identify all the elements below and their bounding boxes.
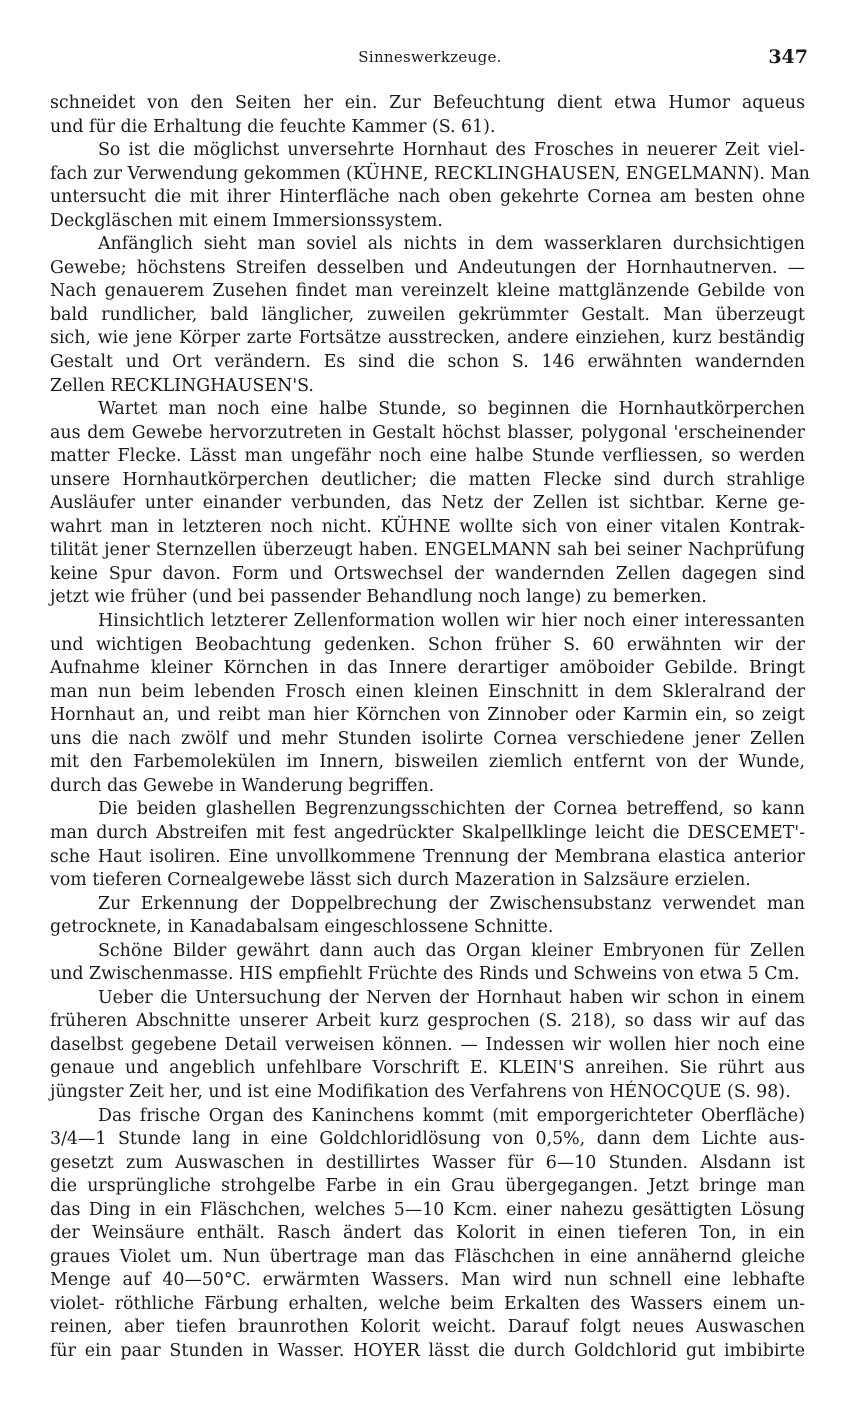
text-line: daselbst gegebene Detail verweisen können. — Indessen wir wollen hier noch eine bbox=[50, 1034, 805, 1055]
text-line: getrocknete, in Kanadabalsam eingeschlossene Schnitte. bbox=[50, 917, 554, 938]
text-line: Nach genauerem Zusehen findet man vereinzelt kleine mattglänzende Gebilde von bbox=[50, 281, 805, 302]
text-line: Die beiden glashellen Begrenzungsschichten der Cornea betreffend, so kann bbox=[98, 799, 805, 820]
text-line: mit den Farbemolekülen im Innern, bisweilen ziemlich entfernt von der Wunde, bbox=[50, 752, 805, 773]
text-line: 3/4—1 Stunde lang in eine Goldchloridlösung von 0,5%, dann dem Lichte aus- bbox=[50, 1129, 805, 1150]
text-line: durch das Gewebe in Wanderung begriffen. bbox=[50, 775, 435, 796]
text-line: reinen, aber tiefen braunrothen Kolorit weicht. Darauf folgt neues Auswaschen bbox=[50, 1317, 805, 1338]
text-line: violet- röthliche Färbung erhalten, welche beim Erkalten des Wassers einem un- bbox=[50, 1293, 805, 1314]
text-line: gesetzt zum Auswaschen in destillirtes Wasser für 6—10 Stunden. Alsdann ist bbox=[50, 1152, 805, 1173]
text-line: und für die Erhaltung die feuchte Kammer (S. 61). bbox=[50, 116, 496, 137]
text-line: tilität jener Sternzellen überzeugt haben. ENGELMANN sah bei seiner Nachprüfung bbox=[50, 540, 805, 561]
text-line: Ausläufer unter einander verbunden, das Netz der Zellen ist sichtbar. Kerne ge- bbox=[50, 493, 805, 514]
text-line: Das frische Organ des Kaninchens kommt (mit emporgerichteter Oberfläche) bbox=[98, 1105, 805, 1126]
text-line: jüngster Zeit her, und ist eine Modifikation des Verfahrens von HÉNOCQUE (S. 98). bbox=[50, 1081, 791, 1102]
text-line: Schöne Bilder gewährt dann auch das Organ kleiner Embryonen für Zellen bbox=[98, 940, 805, 961]
text-line: jetzt wie früher (und bei passender Behandlung noch lange) zu bemerken. bbox=[50, 587, 707, 608]
running-header bbox=[0, 48, 860, 72]
text-line: sche Haut isoliren. Eine unvollkommene Trennung der Membrana elastica anterior bbox=[50, 846, 805, 867]
text-line: Zellen RECKLINGHAUSEN'S. bbox=[50, 375, 314, 396]
text-line: die ursprüngliche strohgelbe Farbe in ein Grau übergegangen. Jetzt bringe man bbox=[50, 1176, 805, 1197]
text-line: Zur Erkennung der Doppelbrechung der Zwischensubstanz verwendet man bbox=[98, 893, 805, 914]
text-line: früheren Abschnitte unserer Arbeit kurz gesprochen (S. 218), so dass wir auf das bbox=[50, 1011, 805, 1032]
text-line: schneidet von den Seiten her ein. Zur Befeuchtung dient etwa Humor aqueus bbox=[50, 93, 805, 113]
running-title: Sinneswerkzeuge. bbox=[358, 48, 502, 66]
text-line: Anfänglich sieht man soviel als nichts in dem wasserklaren durchsichtigen bbox=[98, 234, 805, 255]
text-line: genaue und angeblich unfehlbare Vorschrift E. KLEIN'S anreihen. Sie rührt aus bbox=[50, 1058, 805, 1079]
body-text bbox=[50, 92, 810, 1364]
text-line: matter Flecke. Lässt man ungefähr noch eine halbe Stunde verfliessen, so werden bbox=[50, 446, 805, 467]
text-line: aus dem Gewebe hervorzutreten in Gestalt höchst blasser, polygonal 'erscheinender bbox=[50, 422, 805, 443]
text-line: bald rundlicher, bald länglicher, zuweilen gekrümmter Gestalt. Man überzeugt bbox=[50, 304, 805, 325]
text-line: Gewebe; höchstens Streifen desselben und Andeutungen der Hornhautnerven. — bbox=[50, 257, 805, 278]
text-line: Menge auf 40—50°C. erwärmten Wassers. Man wird nun schnell eine lebhafte bbox=[50, 1270, 805, 1291]
text-line: wahrt man in letzteren noch nicht. KÜHNE wollte sich von einer vitalen Kontrak- bbox=[50, 516, 805, 537]
text-line: und wichtigen Beobachtung gedenken. Schon früher S. 60 erwähnten wir der bbox=[50, 634, 805, 655]
text-line: der Weinsäure enthält. Rasch ändert das Kolorit in einen tieferen Ton, in ein bbox=[50, 1223, 805, 1244]
text-line: Hornhaut an, und reibt man hier Körnchen von Zinnober oder Karmin ein, so zeigt bbox=[50, 705, 805, 726]
text-line: für ein paar Stunden in Wasser. HOYER lässt die durch Goldchlorid gut imbibirte bbox=[50, 1340, 805, 1361]
text-line: Hinsichtlich letzterer Zellenformation wollen wir hier noch einer interessanten bbox=[98, 611, 805, 632]
text-line: sich, wie jene Körper zarte Fortsätze ausstrecken, andere einziehen, kurz beständig bbox=[50, 328, 805, 349]
page-number: 347 bbox=[768, 46, 808, 68]
text-line: graues Violet um. Nun übertrage man das Fläschchen in eine annähernd gleiche bbox=[50, 1246, 805, 1267]
text-line: Ueber die Untersuchung der Nerven der Hornhaut haben wir schon in einem bbox=[98, 987, 805, 1008]
text-line: So ist die möglichst unversehrte Hornhaut des Frosches in neuerer Zeit viel- bbox=[98, 140, 805, 161]
text-line: Gestalt und Ort verändern. Es sind die schon S. 146 erwähnten wandernden bbox=[50, 352, 805, 373]
text-line: Wartet man noch eine halbe Stunde, so beginnen die Hornhautkörperchen bbox=[98, 399, 805, 420]
text-line: keine Spur davon. Form und Ortswechsel der wandernden Zellen dagegen sind bbox=[50, 563, 805, 584]
text-line: unsere Hornhautkörperchen deutlicher; die matten Flecke sind durch strahlige bbox=[50, 469, 805, 490]
text-line: uns die nach zwölf und mehr Stunden isolirte Cornea verschiedene jener Zellen bbox=[50, 728, 805, 749]
text-line: man durch Abstreifen mit fest angedrückter Skalpellklinge leicht die DESCEMET'- bbox=[50, 822, 805, 843]
text-line: das Ding in ein Fläschchen, welches 5—10 Kcm. einer nahezu gesättigten Lösung bbox=[50, 1199, 805, 1220]
text-line: untersucht die mit ihrer Hinterfläche nach oben gekehrte Cornea am besten ohne bbox=[50, 187, 805, 208]
text-line: und Zwischenmasse. HIS empfiehlt Früchte des Rinds und Schweins von etwa 5 Cm. bbox=[50, 964, 800, 985]
text-line: man nun beim lebenden Frosch einen kleinen Einschnitt in dem Skleralrand der bbox=[50, 681, 805, 702]
text-line: fach zur Verwendung gekommen (KÜHNE, RECKLINGHAUSEN, ENGELMANN). Man bbox=[50, 163, 810, 184]
text-line: Aufnahme kleiner Körnchen in das Innere derartiger amöboider Gebilde. Bringt bbox=[50, 658, 805, 679]
text-line: vom tieferen Cornealgewebe lässt sich durch Mazeration in Salzsäure erzielen. bbox=[50, 870, 751, 891]
text-line: Deckgläschen mit einem Immersionssystem. bbox=[50, 210, 443, 231]
